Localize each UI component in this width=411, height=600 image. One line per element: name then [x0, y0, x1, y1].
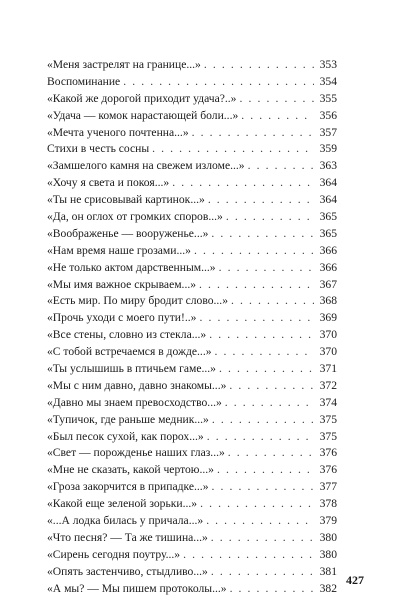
toc-entry [47, 91, 337, 108]
toc-entry [47, 445, 337, 462]
toc-entry-page: 356 [319, 108, 337, 122]
page-number: 427 [346, 573, 364, 587]
toc-entry [47, 496, 337, 513]
dot-leader [123, 74, 314, 91]
toc-entry-title: «Сирень сегодня поутру...» [47, 547, 181, 561]
dot-leader [212, 479, 315, 496]
dot-leader [199, 310, 314, 327]
toc-entry [47, 293, 337, 310]
toc-entry [47, 581, 337, 598]
toc-entry-title: «Ты услышишь в птичьем гаме...» [47, 362, 216, 376]
toc-entry-page: 375 [319, 412, 337, 426]
toc-entry-page: 354 [319, 74, 337, 88]
dot-leader [199, 277, 314, 294]
toc-entry [47, 260, 337, 277]
toc-entry-title: «Тупичок, где раньше медник...» [47, 412, 209, 426]
dot-leader [207, 429, 314, 446]
dot-leader [194, 243, 314, 260]
toc-entry-title: «Какой еще зеленой зорьки...» [47, 497, 198, 511]
dot-leader [226, 209, 314, 226]
dot-leader [219, 260, 314, 277]
toc-entry-title: «Давно мы знаем превосходство...» [47, 395, 222, 409]
toc-entry [47, 243, 337, 260]
toc-entry [47, 564, 337, 581]
dot-leader [183, 547, 314, 564]
toc-entry-page: 357 [319, 125, 337, 139]
toc-entry-title: «Есть мир. По миру бродит слово...» [47, 294, 228, 308]
dot-leader [172, 175, 314, 192]
toc-entry [47, 310, 337, 327]
toc-entry-title: «Гроза закорчится в припадке...» [47, 480, 209, 494]
toc-entry-page: 378 [319, 497, 337, 511]
dot-leader [248, 158, 314, 175]
dot-leader [225, 395, 314, 412]
toc-entry-page: 367 [319, 277, 337, 291]
toc-entry-title: «А мы? — Мы пишем протоколы...» [47, 581, 227, 595]
toc-entry-title: «Свет — порожденье наших глаз...» [47, 446, 225, 460]
dot-leader [230, 581, 314, 598]
toc-entry-title: «Мечта ученого почтенна...» [47, 125, 189, 139]
toc-entry [47, 74, 337, 91]
dot-leader [231, 293, 314, 310]
toc-entry [47, 108, 337, 125]
dot-leader [206, 513, 314, 530]
toc-entry [47, 395, 337, 412]
dot-leader [219, 361, 314, 378]
dot-leader [211, 530, 314, 547]
toc-entry-page: 359 [319, 142, 337, 156]
toc-entry-page: 374 [319, 395, 337, 409]
dot-leader [209, 327, 314, 344]
dot-leader [215, 344, 314, 361]
dot-leader [228, 445, 314, 462]
toc-entry-title: «Нам время наше грозами...» [47, 243, 191, 257]
toc-entry [47, 125, 337, 142]
toc-entry-page: 366 [319, 260, 337, 274]
toc-entry-title: «Замшелого камня на свежем изломе...» [47, 159, 245, 173]
toc-entry [47, 479, 337, 496]
toc-entry-page: 377 [319, 480, 337, 494]
toc-entry-page: 353 [319, 58, 337, 71]
toc-entry [47, 327, 337, 344]
toc-entry-title: Воспоминание [47, 74, 121, 88]
toc-entry-title: «Мы имя важное скрываем...» [47, 277, 197, 291]
toc-entry-title: «Все стены, словно из стекла...» [47, 328, 207, 342]
toc-entry-title: «Удача — комок нарастающей боли...» [47, 108, 239, 122]
toc-entry-page: 365 [319, 226, 337, 240]
toc-entry-title: «Опять застенчиво, стыдливо...» [47, 564, 208, 578]
toc-entry-page: 369 [319, 311, 337, 325]
toc-entry [47, 209, 337, 226]
toc-entry-page: 376 [319, 446, 337, 460]
toc-entry-page: 364 [319, 176, 337, 190]
toc-entry [47, 429, 337, 446]
table-of-contents [47, 57, 337, 598]
toc-entry [47, 462, 337, 479]
toc-entry-title: «Меня застрелят на границе...» [47, 58, 201, 71]
toc-entry-title: «Был песок сухой, как порох...» [47, 429, 204, 443]
dot-leader [200, 496, 314, 513]
dot-leader [211, 226, 314, 243]
toc-entry-page: 376 [319, 463, 337, 477]
toc-entry-title: «Что песня? — Та же тишина...» [47, 530, 208, 544]
dot-leader [229, 378, 314, 395]
dot-leader [239, 91, 314, 108]
toc-entry-title: «Хочу я света и покоя...» [47, 176, 170, 190]
toc-entry-page: 379 [319, 514, 337, 528]
dot-leader [212, 412, 314, 429]
toc-entry [47, 158, 337, 175]
toc-entry-page: 364 [319, 193, 337, 207]
toc-entry [47, 412, 337, 429]
dot-leader [208, 192, 314, 209]
toc-entry-page: 372 [319, 378, 337, 392]
toc-entry-page: 355 [319, 91, 337, 105]
toc-entry-page: 370 [319, 328, 337, 342]
dot-leader [152, 141, 314, 158]
dot-leader [217, 462, 314, 479]
toc-entry-page: 375 [319, 429, 337, 443]
toc-entry-page: 380 [319, 530, 337, 544]
toc-entry-page: 382 [319, 581, 337, 595]
toc-entry [47, 513, 337, 530]
toc-entry [47, 57, 337, 74]
toc-entry-title: Стихи в честь сосны [47, 142, 150, 156]
toc-entry-title: «Какой же дорогой приходит удача?..» [47, 91, 237, 105]
toc-entry-title: «Мы с ним давно, давно знакомы...» [47, 378, 227, 392]
toc-entry [47, 344, 337, 361]
dot-leader [211, 564, 314, 581]
dot-leader [192, 125, 314, 142]
toc-entry-page: 370 [319, 345, 337, 359]
toc-entry [47, 378, 337, 395]
toc-entry [47, 226, 337, 243]
toc-entry-title: «Воображенье — вооруженье...» [47, 226, 209, 240]
toc-entry [47, 277, 337, 294]
toc-entry-title: «Ты не срисовывай картинок...» [47, 193, 205, 207]
toc-entry-title: «Мне не сказать, какой чертою...» [47, 463, 214, 477]
toc-entry-page: 365 [319, 210, 337, 224]
dot-leader [204, 57, 314, 74]
toc-entry [47, 361, 337, 378]
toc-entry-title: «Да, он оглох от громких споров...» [47, 210, 223, 224]
toc-entry-title: «С тобой встречаемся в дожде...» [47, 345, 212, 359]
toc-entry [47, 141, 337, 158]
toc-entry-title: «Не только актом дарственным...» [47, 260, 216, 274]
toc-entry-page: 381 [319, 564, 337, 578]
toc-entry-page: 363 [319, 159, 337, 173]
toc-entry [47, 175, 337, 192]
toc-entry [47, 530, 337, 547]
toc-entry-page: 380 [319, 547, 337, 561]
toc-entry-page: 368 [319, 294, 337, 308]
toc-entry-title: «...А лодка билась у причала...» [47, 514, 204, 528]
toc-entry-page: 366 [319, 243, 337, 257]
toc-entry [47, 547, 337, 564]
toc-entry [47, 192, 337, 209]
toc-entry-page: 371 [319, 362, 337, 376]
dot-leader [241, 108, 314, 125]
toc-entry-title: «Прочь уходи с моего пути!..» [47, 311, 197, 325]
